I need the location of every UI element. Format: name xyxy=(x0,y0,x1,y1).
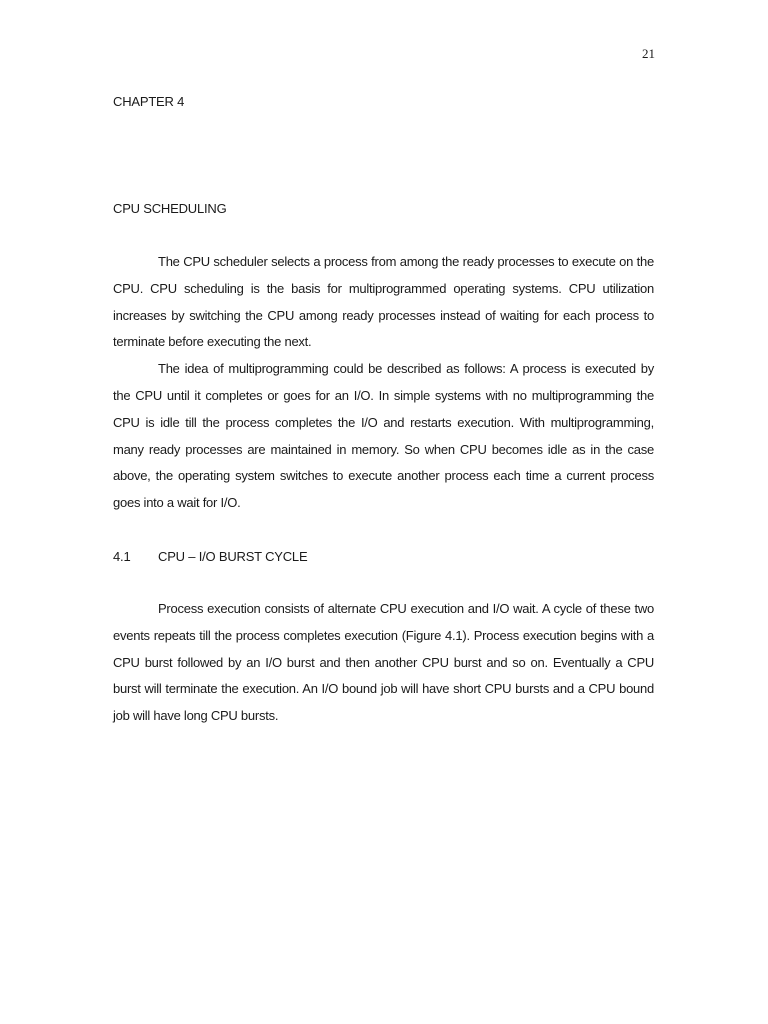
paragraph: The CPU scheduler selects a process from among the ready processes to execute on the CPU. CPU scheduling is the basis for multiprogrammed operating systems. CPU utilization increases by switching the CPU among ready processes instead of waiting for each process to terminate before executing the next. xyxy=(113,254,654,350)
paragraph: Process execution consists of alternate CPU execution and I/O wait. A cycle of these two events repeats till the process completes execution (Figure 4.1). Process execution begins with a CPU burst followed by an I/O burst and then another CPU burst and so on. Eventually a CPU burst will terminate the execution. An I/O bound job will have short CPU bursts and a CPU bound job will have long CPU bursts. xyxy=(113,601,654,724)
intro-text xyxy=(113,249,654,517)
page-number: 21 xyxy=(642,46,655,61)
subsection-number: 4.1 xyxy=(113,549,131,564)
paragraph: The idea of multiprogramming could be described as follows: A process is executed by the CPU until it completes or goes for an I/O. In simple systems with no multiprogramming the CPU is idle till the process completes the I/O and restarts execution. With multiprogramming, many ready processes are maintained in memory. So when CPU becomes idle as in the case above, the operating system switches to execute another process each time a current process goes into a wait for I/O. xyxy=(113,361,654,511)
subsection-heading xyxy=(113,549,307,565)
subsection-text xyxy=(113,596,654,730)
section-heading: CPU SCHEDULING xyxy=(113,201,227,216)
subsection-title: CPU – I/O BURST CYCLE xyxy=(158,549,308,564)
chapter-heading: CHAPTER 4 xyxy=(113,94,185,109)
